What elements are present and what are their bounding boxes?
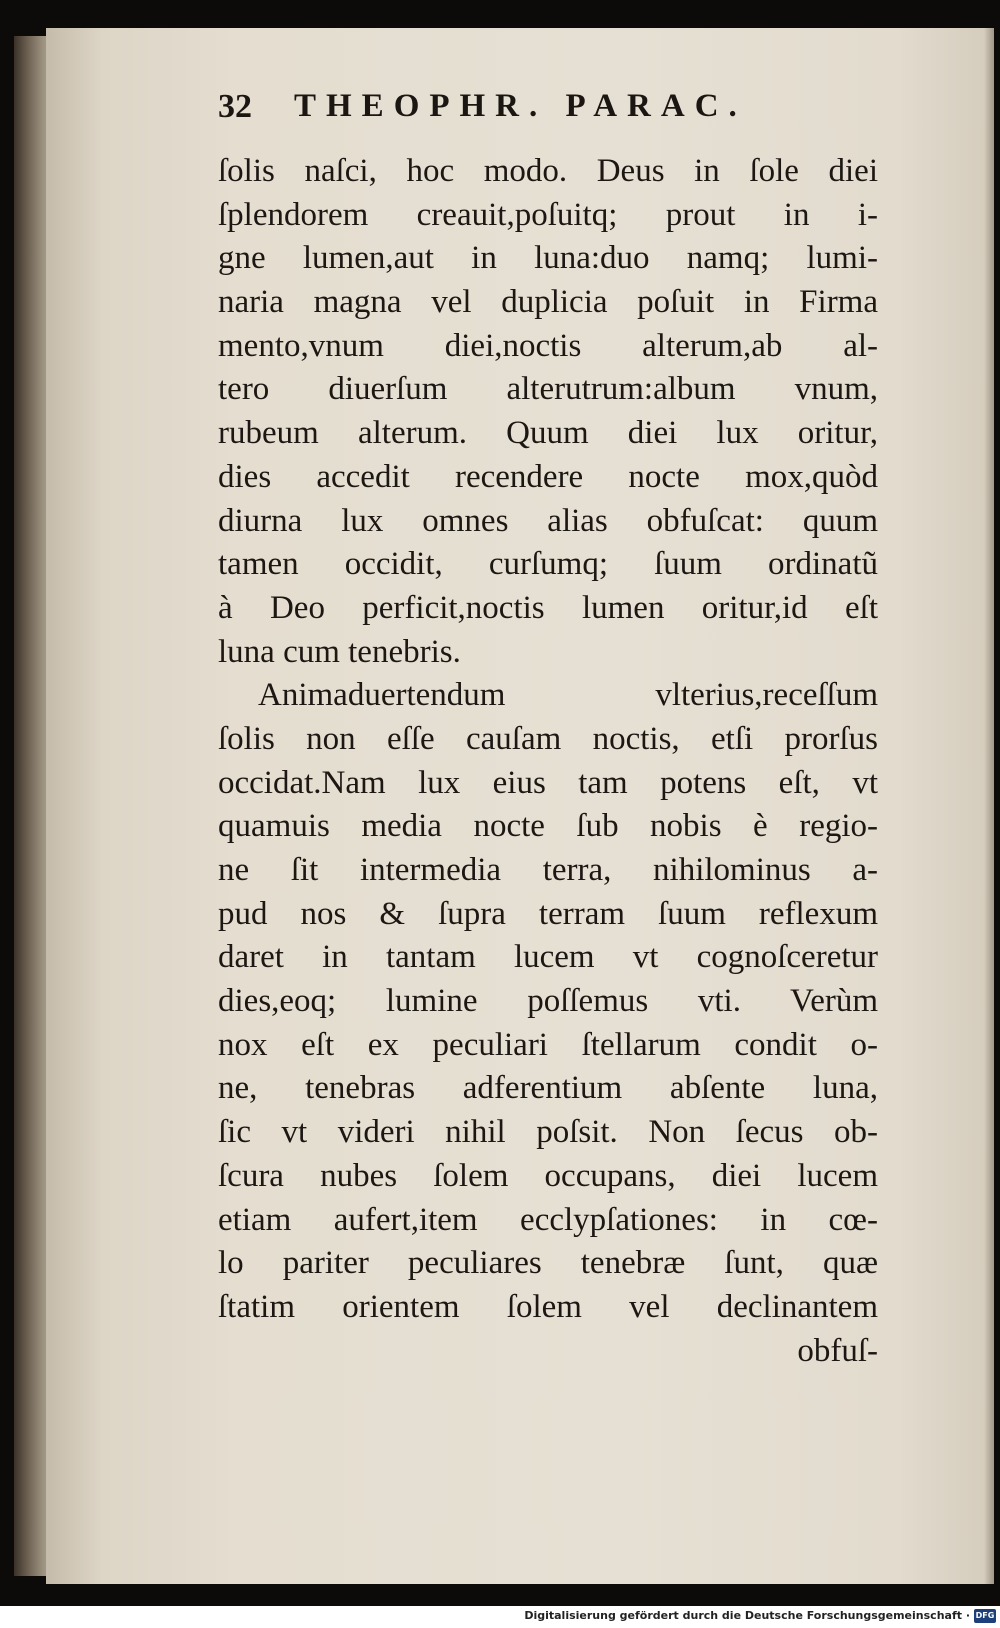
text-line: ſolis non eſſe cauſam noctis, etſi prorſus [218, 720, 878, 757]
text-line: ſolis naſci, hoc modo. Deus in ſole diei [218, 153, 878, 189]
footer-credit: Digitalisierung gefördert durch die Deutsche Forschungsgemeinschaft · [524, 1609, 970, 1622]
text-line: ſic vt videri nihil poſsit. Non ſecus ob- [218, 1114, 878, 1151]
text-line: tamen occidit, curſumq; ſuum ordinatũ [218, 546, 878, 583]
text-line: rubeum alterum. Quum diei lux oritur, [218, 415, 878, 452]
text-line: etiam aufert,item ecclypſationes: in cœ- [218, 1201, 878, 1238]
text-line: mento,vnum diei,noctis alterum,ab al- [218, 327, 878, 364]
text-line: daret in tantam lucem vt cognoſceretur [218, 939, 878, 976]
text-line: dies accedit recendere nocte mox,quòd [218, 458, 878, 495]
text-line: Animaduertendum vlterius,receſſum [258, 677, 878, 714]
text-line: ſplendorem creauit,poſuitq; prout in i- [218, 196, 878, 233]
dfg-logo-icon: DFG [974, 1609, 996, 1623]
text-line: ſtatim orientem ſolem vel declinantem [218, 1288, 878, 1325]
text-line: diurna lux omnes alias obfuſcat: quum [218, 502, 878, 539]
text-body [218, 150, 878, 1373]
text-line: naria magna vel duplicia poſuit in Firma [218, 284, 878, 321]
text-line: lo pariter peculiares tenebræ ſunt, quæ [218, 1245, 878, 1282]
text-line: dies,eoq; lumine poſſemus vti. Verùm [218, 983, 878, 1020]
text-line: luna cum tenebris. [218, 633, 461, 670]
running-head: THEOPHR. PARAC. [294, 88, 747, 124]
text-line: pud nos & ſupra terram ſuum reflexum [218, 895, 878, 932]
page-number: 32 [218, 88, 252, 125]
digitization-footer [0, 1606, 1000, 1628]
page-header [218, 82, 858, 142]
text-line: ne ſit intermedia terra, nihilominus a- [218, 852, 878, 888]
text-line: occidat.Nam lux eius tam potens eſt, vt [218, 764, 878, 801]
paragraph-2 [218, 674, 878, 1329]
catchword: obfuſ- [797, 1332, 878, 1369]
text-line: à Deo perficit,noctis lumen oritur,id eſt [218, 589, 878, 626]
text-line: nox eſt ex peculiari ſtellarum condit o- [218, 1026, 878, 1063]
text-line: gne lumen,aut in luna:duo namq; lumi- [218, 240, 878, 277]
page-gutter-shadow [984, 28, 994, 1584]
text-line: ſcura nubes ſolem occupans, diei lucem [218, 1157, 878, 1194]
text-line: ne, tenebras adferentium abſente luna, [218, 1070, 878, 1107]
text-line: quamuis media nocte ſub nobis è regio- [218, 808, 878, 845]
paragraph-1 [218, 150, 878, 674]
text-line: tero diuerſum alterutrum:album vnum, [218, 371, 878, 408]
